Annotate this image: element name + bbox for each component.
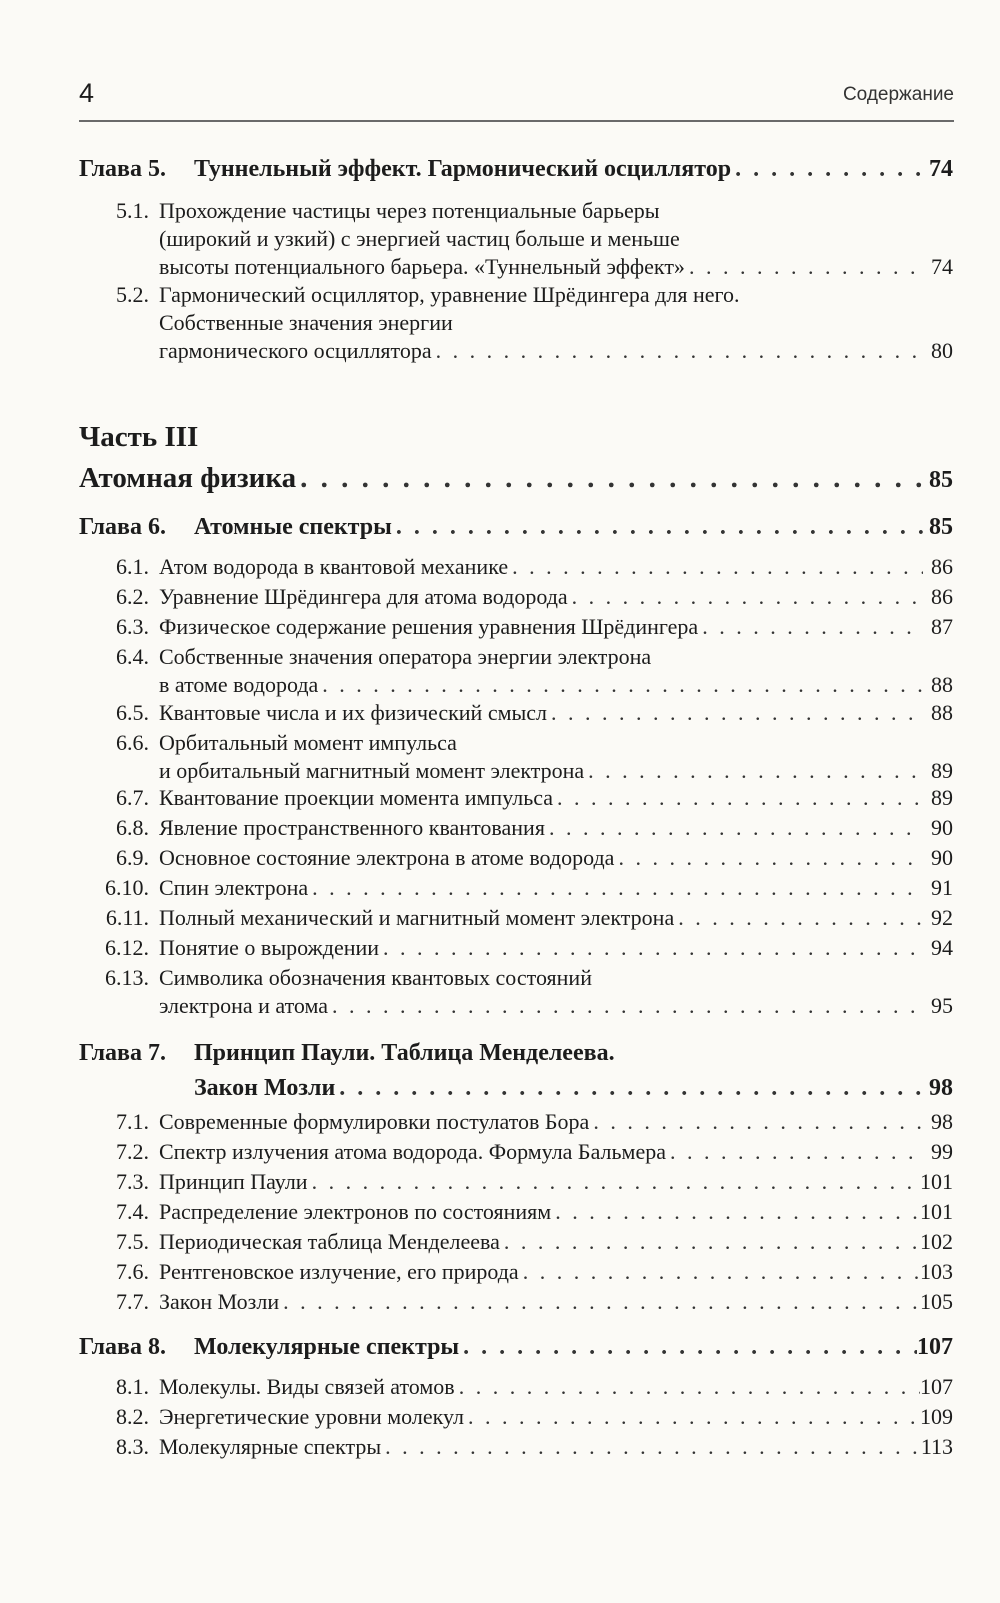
- page-ref: 109: [920, 1404, 953, 1429]
- leader-dots: [584, 757, 923, 785]
- section-number: 6.3.: [116, 614, 149, 639]
- section-title-line: (широкий и узкий) с энергией частиц больше и меньше: [159, 226, 680, 251]
- section-number: 6.2.: [116, 584, 149, 609]
- page-number: 4: [79, 78, 95, 108]
- leader-dots: [464, 1403, 920, 1431]
- chapter-label: Глава 8.: [79, 1334, 166, 1360]
- page-ref: 98: [931, 1109, 953, 1134]
- section-number: 7.2.: [116, 1139, 149, 1164]
- chapter-title-line-1: Принцип Паули. Таблица Менделеева.: [194, 1040, 615, 1066]
- page-ref: 94: [931, 935, 953, 960]
- page-header: [79, 74, 954, 122]
- leader-dots: [551, 1198, 920, 1226]
- section-title-line: Физическое содержание решения уравнения Шрёдингера: [159, 614, 699, 639]
- section-title-line: Гармонический осциллятор, уравнение Шрёдингера для него.: [159, 282, 740, 307]
- leader-dots: [545, 814, 923, 842]
- section-title-line: Собственные значения оператора энергии электрона: [159, 644, 652, 669]
- section-number: 7.4.: [116, 1199, 149, 1224]
- section-title-line: Периодическая таблица Менделеева: [159, 1229, 500, 1254]
- page-ref: 88: [931, 700, 953, 725]
- leader-dots: [328, 992, 923, 1020]
- section-number: 6.9.: [116, 845, 149, 870]
- leader-dots: [279, 1288, 920, 1316]
- section-title-line: электрона и атома: [159, 993, 329, 1018]
- section-number: 6.7.: [116, 785, 149, 810]
- leader-dots: [553, 784, 923, 812]
- page-ref: 89: [931, 785, 953, 810]
- chapter-label: Глава 7.: [79, 1040, 166, 1066]
- section-number: 6.1.: [116, 554, 149, 579]
- leader-dots: [455, 1373, 920, 1401]
- part-label: Часть III: [79, 421, 199, 453]
- section-title-line: Полный механический и магнитный момент электрона: [159, 905, 675, 930]
- leader-dots: [296, 462, 923, 495]
- section-number: 6.10.: [105, 875, 149, 900]
- leader-dots: [318, 671, 923, 699]
- leader-dots: [547, 699, 923, 727]
- page-ref: 92: [931, 905, 953, 930]
- chapter-5: [79, 156, 953, 183]
- leader-dots: [674, 904, 923, 932]
- leader-dots: [589, 1108, 923, 1136]
- section-title-line: Квантовые числа и их физический смысл: [159, 700, 548, 725]
- chapter-title: Туннельный эффект. Гармонический осциллятор: [194, 156, 732, 182]
- section-title-line: Спектр излучения атома водорода. Формула Бальмера: [159, 1139, 666, 1164]
- section-title-line: Атом водорода в квантовой механике: [159, 554, 509, 579]
- section-number: 8.3.: [116, 1434, 149, 1459]
- page-ref: 107: [917, 1334, 953, 1360]
- section-title-line: Рентгеновское излучение, его природа: [159, 1259, 519, 1284]
- section-number: 6.6.: [116, 730, 149, 755]
- page-ref: 74: [931, 254, 953, 279]
- leader-dots: [519, 1258, 920, 1286]
- page-ref: 85: [929, 514, 953, 540]
- page-ref: 102: [920, 1229, 953, 1254]
- page-ref: 105: [920, 1289, 953, 1314]
- section-title-line: Уравнение Шрёдингера для атома водорода: [159, 584, 568, 609]
- chapter-8: [79, 1334, 953, 1361]
- page-ref: 87: [931, 614, 953, 639]
- section-title-line: гармонического осциллятора: [159, 338, 432, 363]
- page-ref: 103: [920, 1259, 953, 1284]
- chapter-label: Глава 5.: [79, 156, 166, 182]
- section-title-line: Квантование проекции момента импульса: [159, 785, 554, 810]
- leader-dots: [666, 1138, 923, 1166]
- page-ref: 95: [931, 993, 953, 1018]
- page-ref: 113: [920, 1434, 953, 1459]
- page-ref: 74: [929, 156, 953, 182]
- section-number: 8.1.: [116, 1374, 149, 1399]
- page-ref: 88: [931, 672, 953, 697]
- section-title-line: Понятие о вырождении: [159, 935, 380, 960]
- leader-dots: [685, 253, 923, 281]
- leader-dots: [432, 337, 923, 365]
- section-title-line: Закон Мозли: [159, 1289, 280, 1314]
- section-title-line: высоты потенциального барьера. «Туннельный эффект»: [159, 254, 685, 279]
- page-ref: 98: [929, 1075, 953, 1101]
- page-ref: 101: [920, 1199, 953, 1224]
- running-title: Содержание: [842, 84, 954, 105]
- section-title-line: Орбитальный момент импульса: [159, 730, 457, 755]
- section-title-line: Явление пространственного квантования: [159, 815, 545, 840]
- page-ref: 80: [931, 338, 953, 363]
- section-number: 7.1.: [116, 1109, 149, 1134]
- section-number: 6.4.: [116, 644, 149, 669]
- section-title-line: Символика обозначения квантовых состояний: [159, 965, 592, 990]
- section-number: 5.2.: [116, 282, 149, 307]
- part-3-title: [79, 462, 953, 495]
- page-ref: 89: [931, 758, 953, 783]
- part-title-text: Атомная физика: [79, 462, 297, 494]
- section-title-line: в атоме водорода: [159, 672, 319, 697]
- chapter-title: Молекулярные спектры: [194, 1334, 460, 1360]
- leader-dots: [568, 583, 923, 611]
- section-number: 6.12.: [105, 935, 149, 960]
- leader-dots: [508, 553, 923, 581]
- section-title-line: Распределение электронов по состояниям: [159, 1199, 552, 1224]
- leader-dots: [459, 1334, 917, 1361]
- page-ref: 86: [931, 584, 953, 609]
- chapter-title: Атомные спектры: [194, 514, 392, 540]
- section-title-line: Молекулярные спектры: [159, 1434, 382, 1459]
- page-ref: 99: [931, 1139, 953, 1164]
- section-title-line: Энергетические уровни молекул: [159, 1404, 465, 1429]
- section-number: 6.13.: [105, 965, 149, 990]
- chapter-6: [79, 514, 953, 541]
- leader-dots: [731, 156, 923, 183]
- chapter-title-line-2: Закон Мозли: [194, 1075, 336, 1101]
- page-ref: 85: [929, 467, 953, 493]
- leader-dots: [379, 934, 923, 962]
- page-ref: 90: [931, 845, 953, 870]
- section-title-line: Современные формулировки постулатов Бора: [159, 1109, 590, 1134]
- leader-dots: [308, 874, 923, 902]
- section-number: 8.2.: [116, 1404, 149, 1429]
- section-number: 7.6.: [116, 1259, 149, 1284]
- page-ref: 90: [931, 815, 953, 840]
- leader-dots: [392, 514, 923, 541]
- section-number: 7.5.: [116, 1229, 149, 1254]
- chapter-label: Глава 6.: [79, 514, 166, 540]
- section-number: 6.8.: [116, 815, 149, 840]
- section-title-line: Прохождение частицы через потенциальные барьеры: [159, 198, 660, 223]
- section-title-line: и орбитальный магнитный момент электрона: [159, 758, 585, 783]
- section-title-line: Молекулы. Виды связей атомов: [159, 1374, 455, 1399]
- leader-dots: [308, 1168, 920, 1196]
- page-ref: 86: [931, 554, 953, 579]
- leader-dots: [500, 1228, 920, 1256]
- leader-dots: [698, 613, 923, 641]
- section-number: 6.11.: [105, 905, 149, 930]
- chapter-7: [79, 1040, 953, 1102]
- page-ref: 107: [920, 1374, 953, 1399]
- section-title-line: Принцип Паули: [159, 1169, 308, 1194]
- section-title-line: Собственные значения энергии: [159, 310, 453, 335]
- leader-dots: [614, 844, 923, 872]
- section-number: 7.7.: [116, 1289, 149, 1314]
- section-number: 6.5.: [116, 700, 149, 725]
- section-number: 7.3.: [116, 1169, 149, 1194]
- page-ref: 101: [920, 1169, 953, 1194]
- section-title-line: Основное состояние электрона в атоме водорода: [159, 845, 615, 870]
- page-ref: 91: [931, 875, 953, 900]
- section-number: 5.1.: [116, 198, 149, 223]
- leader-dots: [381, 1433, 921, 1461]
- section-title-line: Спин электрона: [159, 875, 309, 900]
- leader-dots: [335, 1075, 923, 1102]
